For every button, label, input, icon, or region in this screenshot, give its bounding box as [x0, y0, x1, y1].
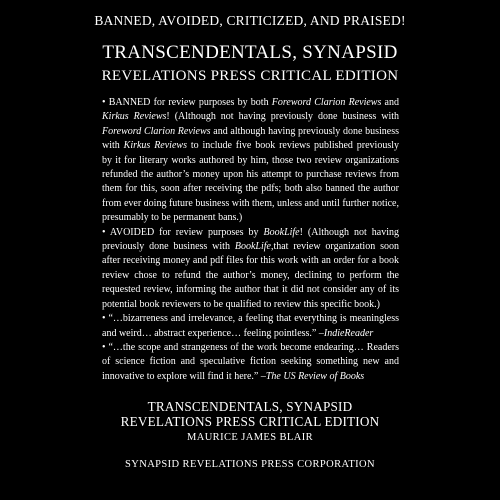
bullet-avoided: [102, 226, 399, 312]
book-subtitle: REVELATIONS PRESS CRITICAL EDITION: [101, 68, 399, 84]
publication-name: The US Review of Books: [265, 370, 365, 382]
text-run: ,that review organization soon after receiving money and pdf files for this work with an order for a book review chose to refund the author’s money, declining to perform the requested review, informing the author that it did not consider any of its potential book reviewers to be qualified to review this specific book.): [102, 241, 399, 310]
footer-title: [0, 399, 500, 429]
publication-name: Kirkus Reviews: [102, 111, 167, 123]
text-run: and although having previously done business with: [102, 125, 400, 152]
top-banner: BANNED, AVOIDED, CRITICIZED, AND PRAISED!: [94, 13, 406, 28]
review-bullets: [102, 96, 399, 384]
text-run: ! (Although not having previously done business with: [102, 226, 399, 253]
author-name: MAURICE JAMES BLAIR: [186, 432, 314, 443]
publication-name: Foreword Clarion Reviews: [271, 97, 382, 108]
publication-name: IndieReader: [323, 327, 374, 339]
text-run: • BANNED for review purposes by both: [102, 97, 272, 108]
text-run: • “…the scope and strangeness of the work become endearing… Readers of science fiction and speculative fiction seeking something new and innovative to explore will find it here.” –: [102, 341, 399, 382]
publication-name: Kirkus Reviews: [123, 140, 187, 152]
bullet-indiereader-quote: [102, 312, 399, 341]
book-title: TRANSCENDENTALS, SYNAPSID: [102, 42, 398, 63]
text-run: and: [381, 97, 399, 108]
text-run: to include five book reviews published previously by it for literary works authored by him, those two review organizations refunded the author’s money upon his attempt to purchase reviews from them for this, soon after receiving the pdfs; both also banned the author from ever doing future business with them, unless and until further notice, presumably to be permanent bans.): [102, 140, 400, 224]
text-run: • “…bizarreness and irrelevance, a feeling that everything is meaningless and weird… abstract experience… feeling pointless.” –: [102, 313, 399, 339]
publisher-name: SYNAPSID REVELATIONS PRESS CORPORATION: [124, 459, 376, 470]
bullet-banned: [102, 96, 399, 226]
publication-name: Foreword Clarion Reviews: [102, 125, 211, 137]
publication-name: BookLife: [263, 226, 300, 238]
bullet-us-review-quote: [102, 341, 399, 384]
footer-title-line1: TRANSCENDENTALS, SYNAPSID: [147, 399, 353, 414]
text-run: ! (Although not having previously done business with: [166, 111, 400, 123]
footer-title-line2: REVELATIONS PRESS CRITICAL EDITION: [120, 414, 380, 429]
publication-name: BookLife: [234, 241, 271, 253]
text-run: • AVOIDED for review purposes by: [102, 226, 264, 238]
